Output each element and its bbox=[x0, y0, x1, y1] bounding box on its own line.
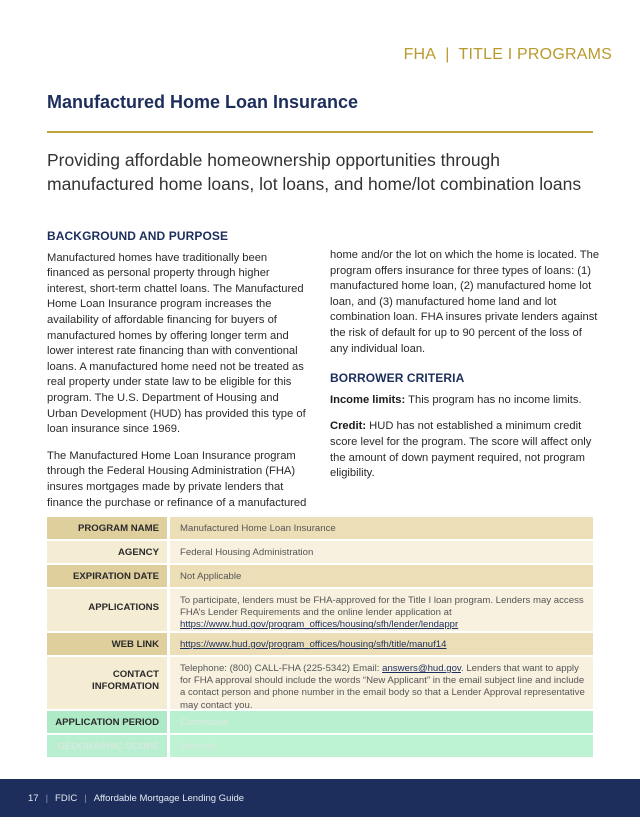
contact-label bbox=[47, 657, 167, 709]
page-number: 17 bbox=[28, 793, 39, 804]
program-name-value: Manufactured Home Loan Insurance bbox=[167, 517, 593, 539]
borrower-heading: BORROWER CRITERIA bbox=[330, 371, 465, 386]
contact-label-line-2: INFORMATION bbox=[92, 681, 159, 693]
agency-value: Federal Housing Administration bbox=[167, 541, 593, 563]
footer-text bbox=[28, 793, 244, 804]
table-row-applications bbox=[47, 589, 593, 633]
credit-label: Credit: bbox=[330, 420, 367, 433]
left-column bbox=[47, 229, 309, 522]
contact-label-line-1: CONTACT bbox=[112, 669, 159, 680]
right-column bbox=[330, 248, 600, 493]
income-text: This program has no income limits. bbox=[405, 393, 582, 406]
web-link-value bbox=[167, 633, 593, 655]
expiration-label: EXPIRATION DATE bbox=[47, 565, 167, 587]
web-link-label: WEB LINK bbox=[47, 633, 167, 655]
background-paragraph-1: Manufactured homes have traditionally been financed as personal property through higher interest, short-term chattel loans. The Manufactured Home Loan Insurance program increases the availability of affordable financing for buyers of manufactured homes by offering longer term and lower interest rate financing than with conventional loans. A manufactured home need not be treated as real property under state law to be eligible for this program. The U.S. Department of Housing and Urban Development (HUD) has provided this type of loan insurance since 1969. bbox=[47, 251, 306, 436]
footer-guide: Affordable Mortgage Lending Guide bbox=[93, 793, 245, 804]
contact-text-2: . Lenders that want to apply for FHA approval should include the words “New Applicant” in the email subject line and include a contact person and phone number in the email body so that a Lender Approval representative may contact you. bbox=[180, 663, 585, 711]
credit-text: HUD has not established a minimum credit score level for the program. The score will affect only the amount of down payment required, not program eligibility. bbox=[330, 420, 592, 480]
application-period-label: APPLICATION PERIOD bbox=[47, 711, 167, 733]
program-name-label: PROGRAM NAME bbox=[47, 517, 167, 539]
contact-value bbox=[167, 657, 593, 709]
page-title: Manufactured Home Loan Insurance bbox=[47, 92, 359, 112]
table-row-expiration bbox=[47, 565, 593, 589]
table-row-program-name bbox=[47, 517, 593, 541]
contact-email-link[interactable]: answers@hud.gov bbox=[382, 663, 461, 674]
header-separator: | bbox=[445, 46, 450, 63]
applications-text: To participate, lenders must be FHA-approved for the Title I loan program. Lenders may access FHA’s Lender Requirements and the online lender application at bbox=[180, 595, 584, 619]
footer-org: FDIC bbox=[55, 793, 78, 804]
table-row-agency bbox=[47, 541, 593, 565]
contact-text-1: Telephone: (800) CALL-FHA (225-5342) Email: bbox=[180, 663, 383, 674]
applications-label: APPLICATIONS bbox=[47, 589, 167, 631]
income-label: Income limits: bbox=[330, 393, 406, 406]
table-row-geographic-scope bbox=[47, 735, 593, 759]
footer-separator: | bbox=[84, 793, 87, 804]
agency-label: AGENCY bbox=[47, 541, 167, 563]
title-divider bbox=[47, 131, 593, 133]
header-programs: TITLE I PROGRAMS bbox=[458, 46, 612, 63]
application-period-value: Continuous bbox=[167, 711, 593, 733]
background-paragraph-3: home and/or the lot on which the home is located. The program offers insurance for three types of loans: (1) manufactured home loan, (2) manufactured home lot loan, and (3) manufactured home land and lot combination loan. FHA insures private lenders against the risk of default for up to 90 percent of the loss of any individual loan. bbox=[330, 249, 600, 355]
credit-criteria bbox=[330, 419, 600, 481]
header-fha: FHA bbox=[403, 46, 437, 63]
background-heading: BACKGROUND AND PURPOSE bbox=[47, 229, 229, 243]
page-footer bbox=[0, 779, 640, 817]
table-row-application-period bbox=[47, 711, 593, 735]
footer-separator: | bbox=[45, 793, 49, 804]
geographic-scope-label: GEOGRAPHIC SCOPE bbox=[47, 735, 167, 757]
income-criteria bbox=[330, 393, 600, 409]
program-info-table bbox=[47, 517, 593, 759]
background-paragraph-2: The Manufactured Home Loan Insurance program through the Federal Housing Administration (FHA) insures mortgages made by private lenders that finance the purchase or refinance of a manufactured bbox=[47, 449, 307, 509]
lender-application-link[interactable]: https://www.hud.gov/program_offices/housing/sfh/lender/lendappr bbox=[180, 619, 459, 631]
table-row-contact bbox=[47, 657, 593, 711]
program-web-link[interactable]: https://www.hud.gov/program_offices/housing/sfh/title/manuf14 bbox=[180, 639, 447, 650]
expiration-value: Not Applicable bbox=[167, 565, 593, 587]
table-row-web-link bbox=[47, 633, 593, 657]
geographic-scope-value: National bbox=[167, 735, 593, 757]
page-subtitle: Providing affordable homeownership opportunities through manufactured home loans, lot loans, and home/lot combination loans bbox=[47, 150, 582, 194]
applications-value bbox=[167, 589, 593, 631]
section-header bbox=[404, 46, 612, 64]
